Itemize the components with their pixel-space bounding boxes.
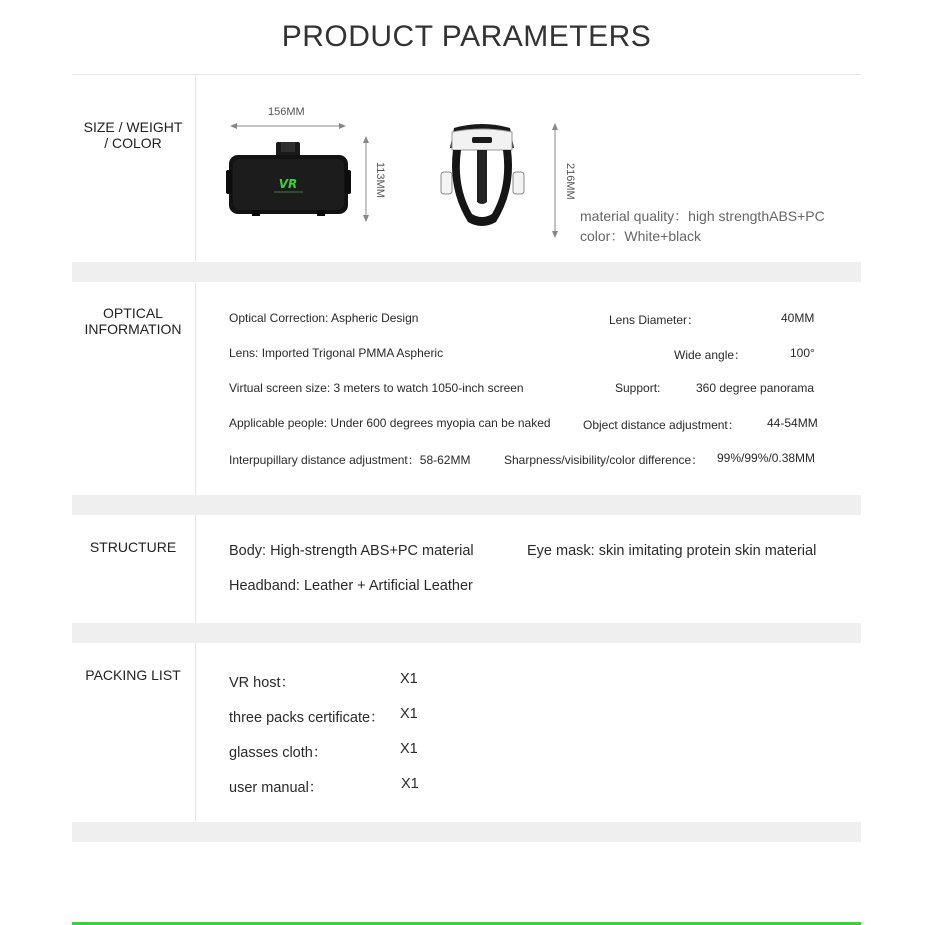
vr-headset-front-image [226,138,351,218]
vr-logo: VR [278,177,298,191]
support-label: Support: [615,381,661,395]
packing-item-name: glasses cloth： [229,745,328,761]
structure-headband: Headband: Leather + Artificial Leather [229,578,473,594]
sharpness-label: Sharpness/visibility/color difference： [504,453,704,467]
packing-item-qty: X1 [400,706,418,722]
section-label-structure: STRUCTURE [89,539,177,555]
section-separator [72,262,861,282]
section-separator [72,495,861,515]
packing-item-qty: X1 [400,671,418,687]
color-value: White+black [624,228,702,244]
page-title: PRODUCT PARAMETERS [281,20,652,53]
section-label-packing-list: PACKING LIST [85,667,181,683]
object-distance-value: 44-54MM [767,416,818,430]
color-label: color： [580,228,625,244]
interpupillary-distance: Interpupillary distance adjustment：58-62MM [229,453,471,467]
packing-item-qty: X1 [401,776,419,792]
sharpness-value: 99%/99%/0.38MM [717,451,816,465]
width-dimension-arrow [230,122,346,130]
lens-diameter-label: Lens Diameter： [609,313,700,327]
packing-item-name: VR host： [229,675,296,691]
optical-correction: Optical Correction: Aspheric Design [229,311,419,325]
packing-item-qty: X1 [400,741,418,757]
depth-dimension-arrow [551,123,559,238]
depth-dimension: 216MM [564,163,576,200]
packing-item-name: three packs certificate： [229,710,385,726]
wide-angle-label: Wide angle： [674,348,747,362]
label-column-divider [195,75,196,842]
color-line [580,226,701,246]
vr-headset-side-image [440,120,525,232]
material-quality-label: material quality： [580,208,689,224]
structure-body: Body: High-strength ABS+PC material [229,543,474,559]
width-dimension: 156MM [268,106,305,118]
support-value: 360 degree panorama [696,381,815,395]
section-separator [72,623,861,643]
title-divider [72,74,861,75]
virtual-screen-size: Virtual screen size: 3 meters to watch 1050-inch screen [229,381,524,395]
lens-diameter-value: 40MM [781,311,815,325]
material-quality-value: high strengthABS+PC [688,208,825,224]
wide-angle-value: 100° [790,346,815,360]
packing-item-name: user manual： [229,780,324,796]
object-distance-label: Object distance adjustment： [583,418,740,432]
section-label-optical-information: OPTICAL INFORMATION [84,305,182,337]
section-separator [72,822,861,842]
section-label-size-weight-color: SIZE / WEIGHT / COLOR [83,119,183,151]
height-dimension-arrow [362,136,370,222]
lens-type: Lens: Imported Trigonal PMMA Aspheric [229,346,444,360]
height-dimension: 113MM [374,162,386,198]
structure-eye-mask: Eye mask: skin imitating protein skin material [527,543,817,559]
applicable-people: Applicable people: Under 600 degrees myopia can be naked [229,416,551,430]
material-quality-line [580,206,825,226]
